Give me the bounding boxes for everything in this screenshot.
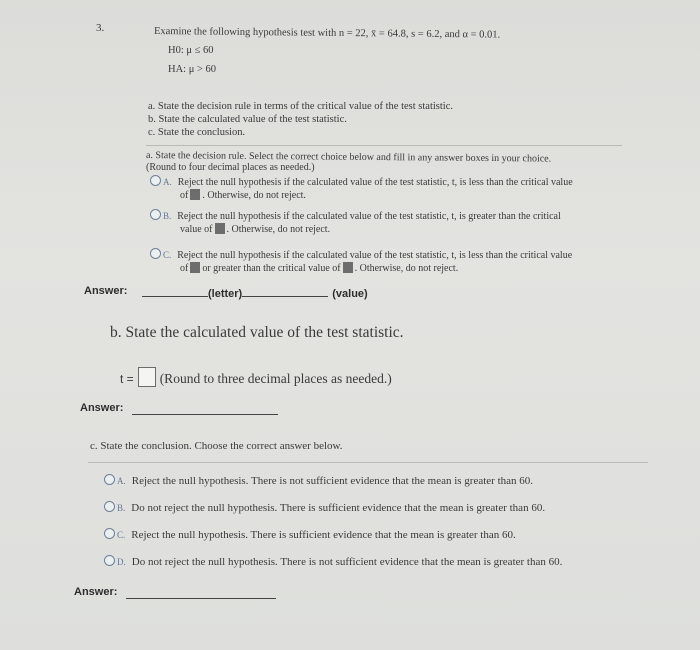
letter-answer-line[interactable] (142, 284, 208, 297)
part-a-answer-row: (letter) (value) (142, 284, 368, 302)
part-c-answer-label: Answer: (74, 586, 118, 598)
value-answer-line[interactable] (242, 284, 328, 297)
part-b-input-row: t = (Round to three decimal places as needed.) (120, 367, 392, 387)
problem-stem: Examine the following hypothesis test with n = 22, x̄ = 64.8, s = 6.2, and α = 0.01. (153, 26, 501, 41)
part-a-option-a[interactable]: A. Reject the null hypothesis if the calculated value of the test statistic, t, is less than the critical value (150, 175, 573, 188)
task-a: a. State the decision rule in terms of the critical value of the test statistic. (148, 101, 453, 112)
part-a-option-c-line2: of or greater than the critical value of . Otherwise, do not reject. (180, 263, 459, 274)
part-a-option-c[interactable]: C. Reject the null hypothesis if the calculated value of the test statistic, t, is less than the critical value (150, 248, 572, 261)
part-c-option-a[interactable]: A. Reject the null hypothesis. There is not sufficient evidence that the mean is greater than 60. (104, 474, 533, 487)
part-a-option-a-line2: of . Otherwise, do not reject. (180, 190, 306, 201)
answer-box-c2[interactable] (343, 262, 353, 273)
t-value-input[interactable] (138, 367, 156, 387)
radio-option-b[interactable] (150, 209, 161, 220)
divider (146, 145, 622, 146)
part-a-answer-label: Answer: (84, 285, 128, 297)
part-a-option-b-line2: value of . Otherwise, do not reject. (180, 224, 331, 235)
part-c-option-c[interactable]: C. Reject the null hypothesis. There is sufficient evidence that the mean is greater than 60. (104, 528, 516, 541)
answer-box-c1[interactable] (190, 262, 200, 273)
answer-box-a[interactable] (190, 189, 200, 200)
radio-conclusion-d[interactable] (104, 555, 115, 566)
radio-option-c[interactable] (150, 248, 161, 259)
radio-conclusion-b[interactable] (104, 501, 115, 512)
part-b-answer-line[interactable] (132, 402, 278, 420)
part-b-answer-label: Answer: (80, 402, 124, 414)
answer-box-b[interactable] (215, 223, 225, 234)
radio-option-a[interactable] (150, 175, 161, 186)
alternative-hypothesis: HA: μ > 60 (168, 64, 217, 75)
task-c: c. State the conclusion. (148, 127, 246, 138)
part-c-answer-line[interactable] (126, 586, 276, 604)
part-b-heading: b. State the calculated value of the test statistic. (110, 324, 404, 341)
task-b: b. State the calculated value of the test statistic. (148, 114, 347, 125)
part-a-prompt: a. State the decision rule. Select the correct choice below and fill in any answer boxes in your choice. (145, 150, 552, 165)
part-c-option-b[interactable]: B. Do not reject the null hypothesis. There is sufficient evidence that the mean is greater than 60. (104, 501, 545, 514)
null-hypothesis: H0: μ ≤ 60 (168, 45, 214, 56)
radio-conclusion-a[interactable] (104, 474, 115, 485)
part-a-note: (Round to four decimal places as needed.) (146, 162, 315, 173)
part-c-prompt: c. State the conclusion. Choose the correct answer below. (90, 440, 343, 452)
part-c-option-d[interactable]: D. Do not reject the null hypothesis. There is not sufficient evidence that the mean is greater than 60. (104, 555, 562, 568)
question-number: 3. (96, 22, 105, 34)
divider-c (88, 462, 648, 463)
radio-conclusion-c[interactable] (104, 528, 115, 539)
part-a-option-b[interactable]: B. Reject the null hypothesis if the calculated value of the test statistic, t, is greater than the critical (150, 209, 561, 222)
